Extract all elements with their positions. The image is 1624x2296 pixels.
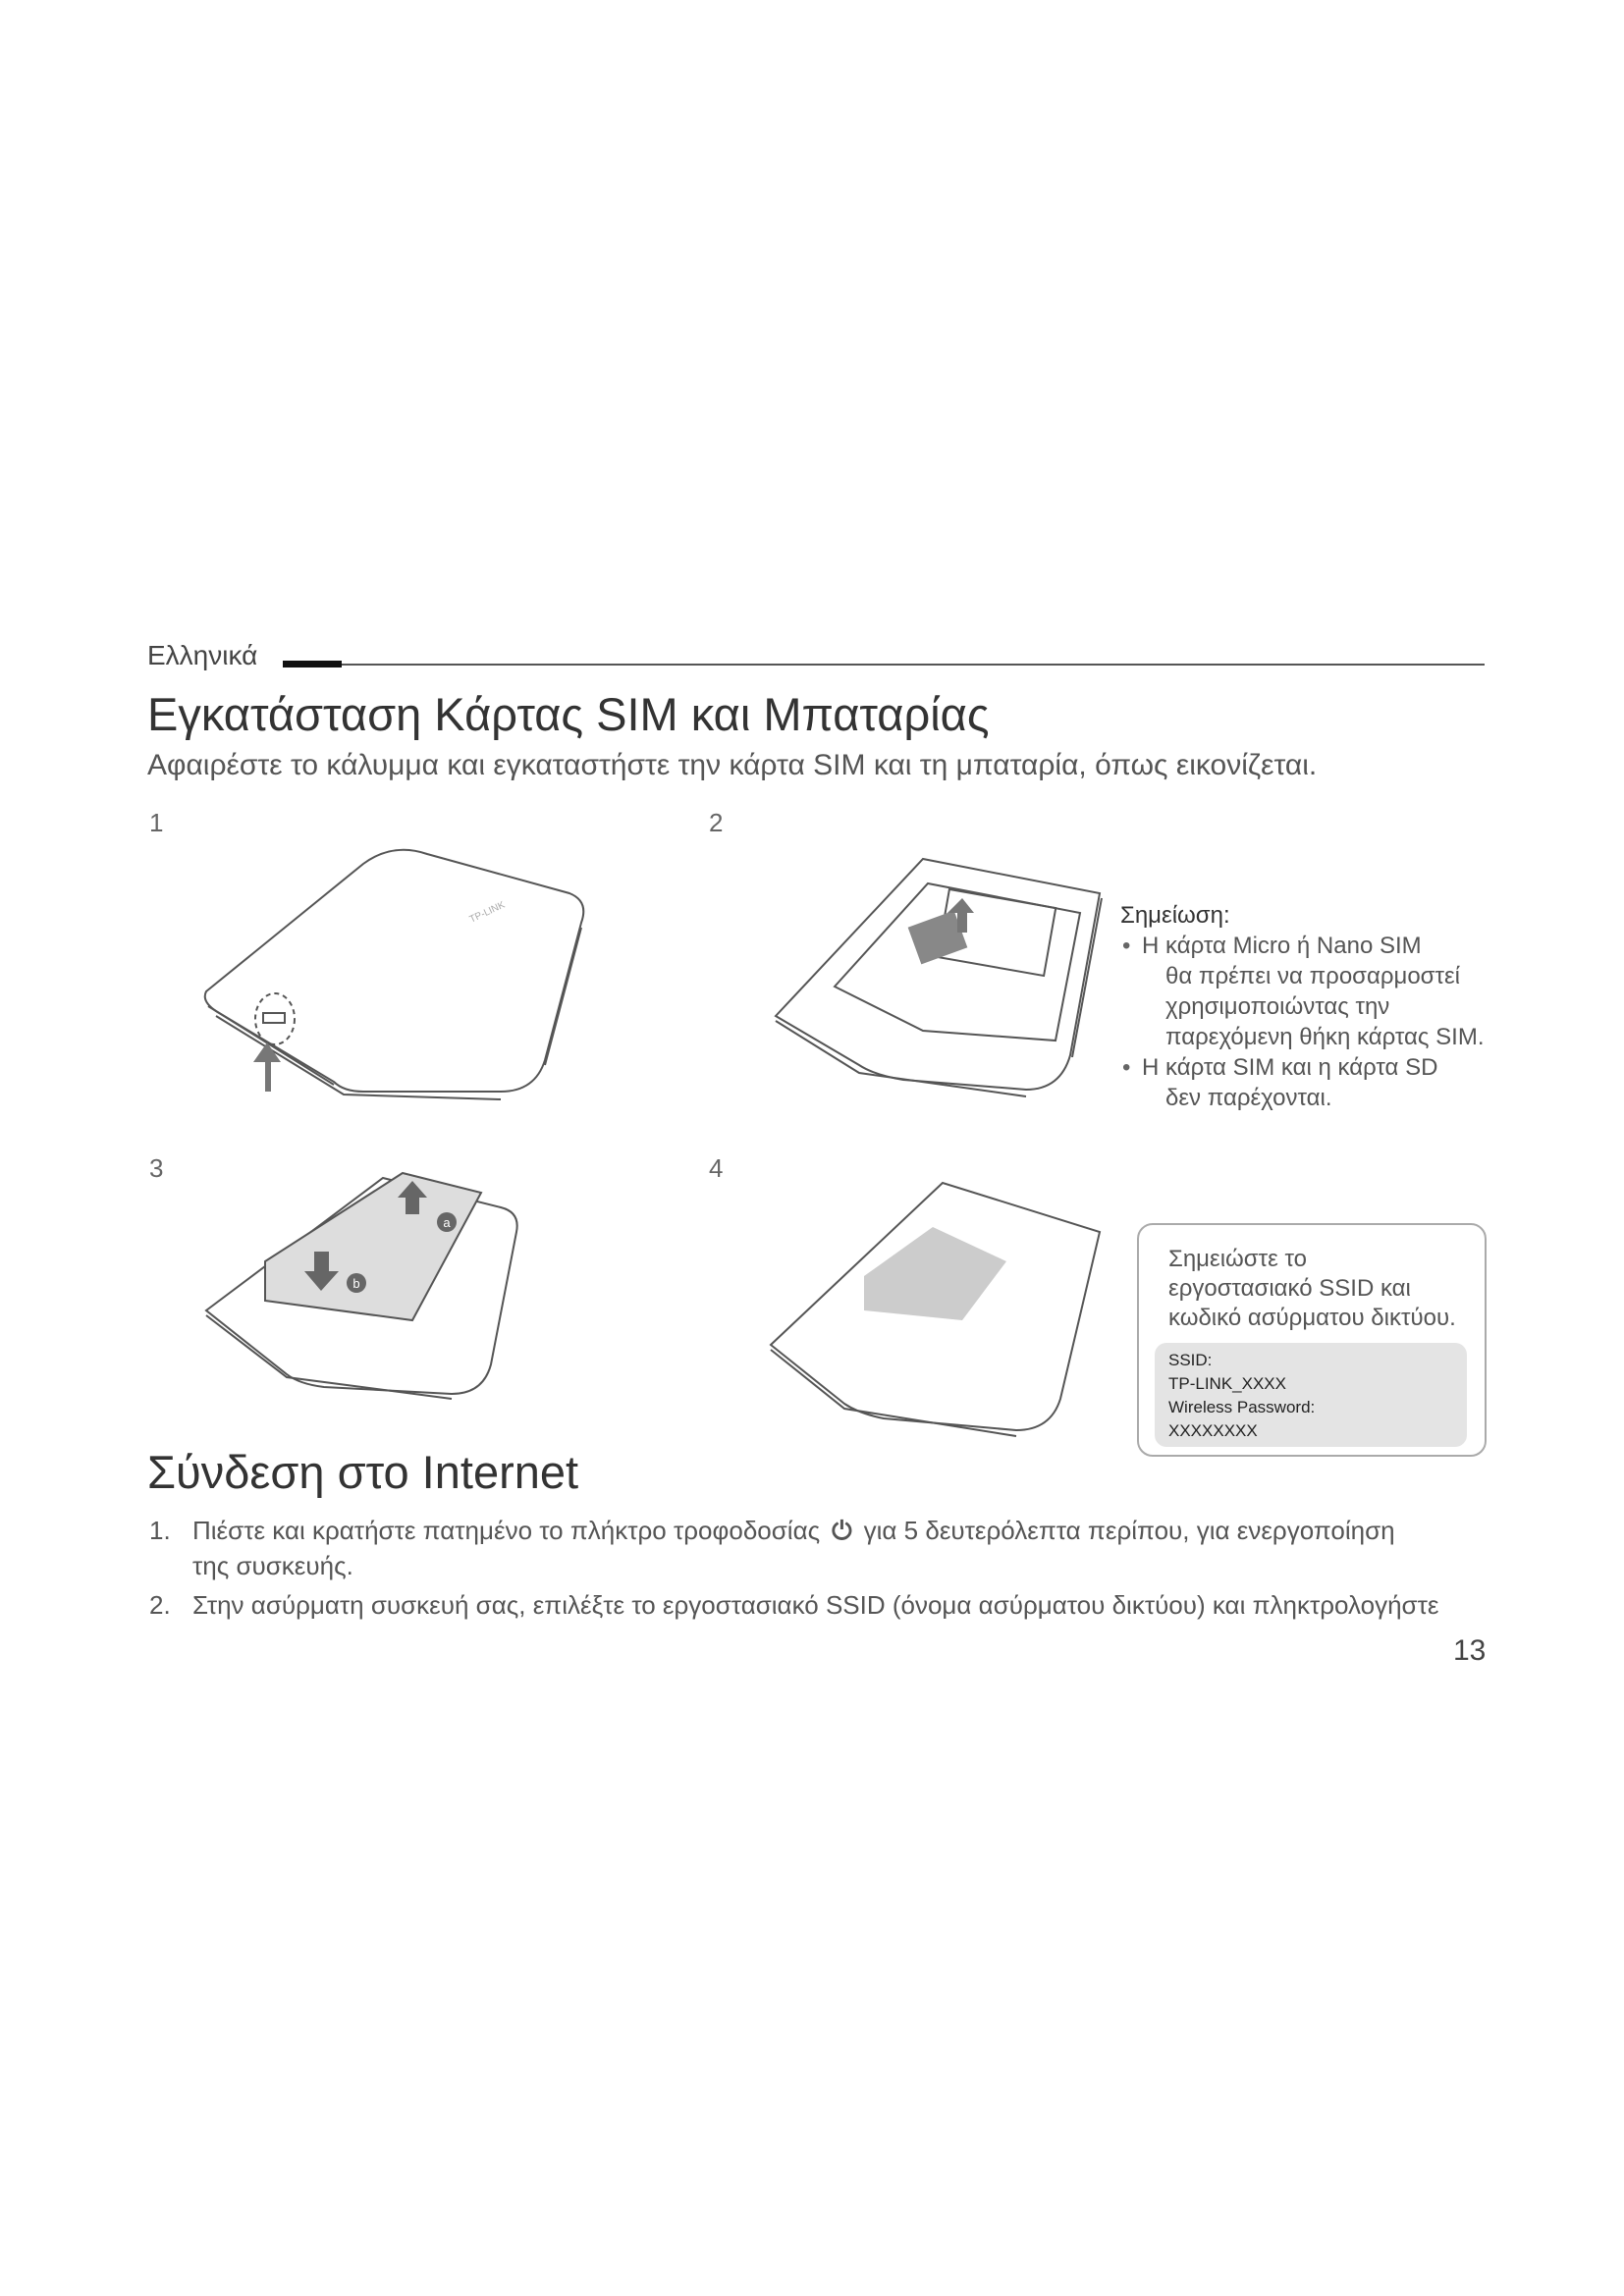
list-item-text: για 5 δευτερόλεπτα περίπου, για ενεργοποίηση: [863, 1516, 1395, 1545]
device-open-sim-illustration: [766, 839, 1129, 1104]
bubble-text-line: Σημειώστε το: [1168, 1246, 1307, 1272]
list-item-text: της συσκευής.: [192, 1551, 353, 1580]
list-item-number: 2.: [149, 1590, 171, 1620]
note-bullet-1-line: χρησιμοποιώντας την: [1165, 993, 1390, 1020]
callout-a-label: a: [443, 1215, 451, 1230]
callout-b-label: b: [352, 1276, 360, 1291]
power-icon: ⏻: [832, 1516, 852, 1545]
language-label: Ελληνικά: [147, 640, 258, 670]
section-title-sim-battery: Εγκατάσταση Κάρτας SIM και Μπαταρίας: [147, 688, 990, 740]
password-value: XXXXXXXX: [1168, 1421, 1258, 1440]
header-rule-marker: [283, 661, 342, 667]
step-number-2: 2: [709, 808, 724, 837]
password-label: Wireless Password:: [1168, 1398, 1316, 1416]
list-item: [147, 1513, 1492, 1583]
device-battery-illustration: [196, 1153, 609, 1409]
list-item-text: Στην ασύρματη συσκευή σας, επιλέξτε το εργοστασιακό SSID (όνομα ασύρματου δικτύου) και πληκτρολογήστε: [192, 1590, 1439, 1620]
bubble-text: [1168, 1245, 1456, 1333]
list-item-number: 1.: [149, 1516, 171, 1545]
section-title-internet: Σύνδεση στο Internet: [147, 1446, 579, 1498]
note-bullet-1-line: παρεχόμενη θήκη κάρτας SIM.: [1165, 1024, 1485, 1050]
list-item-text: Πιέστε και κρατήστε πατημένο το πλήκτρο τροφοδοσίας: [192, 1516, 821, 1545]
bubble-text-line: εργοστασιακό SSID και: [1168, 1275, 1411, 1302]
note-title: Σημείωση:: [1120, 902, 1230, 929]
list-item: [147, 1587, 1492, 1623]
page-number: 13: [1453, 1634, 1487, 1667]
step-number-3: 3: [149, 1153, 164, 1183]
ssid-value: TP-LINK_XXXX: [1168, 1374, 1286, 1393]
device-closed-illustration: [196, 834, 609, 1109]
ssid-label-box: [1155, 1343, 1467, 1447]
note-bullet-2: • Η κάρτα SIM και η κάρτα SD: [1120, 1052, 1503, 1083]
ssid-label: SSID:: [1168, 1351, 1213, 1369]
svg-text:TP-LINK: TP-LINK: [467, 899, 508, 926]
step-number-1: 1: [149, 808, 164, 837]
instructions-list: [147, 1513, 1492, 1627]
note-bullet-1-line: θα πρέπει να προσαρμοστεί: [1165, 963, 1460, 989]
ssid-note-bubble: [1137, 1223, 1487, 1457]
section-subtitle: Αφαιρέστε το κάλυμμα και εγκαταστήστε την κάρτα SIM και τη μπαταρία, όπως εικονίζεται.: [147, 749, 1318, 781]
note-block: [1120, 900, 1503, 1113]
step-number-4: 4: [709, 1153, 724, 1183]
bubble-text-line: κωδικό ασύρματου δικτύου.: [1168, 1305, 1456, 1331]
header-rule: [293, 664, 1485, 666]
note-bullet-1: • Η κάρτα Micro ή Nano SIM: [1120, 931, 1503, 961]
device-cover-label-illustration: [766, 1173, 1119, 1438]
note-bullet-2-line: δεν παρέχονται.: [1165, 1085, 1332, 1111]
